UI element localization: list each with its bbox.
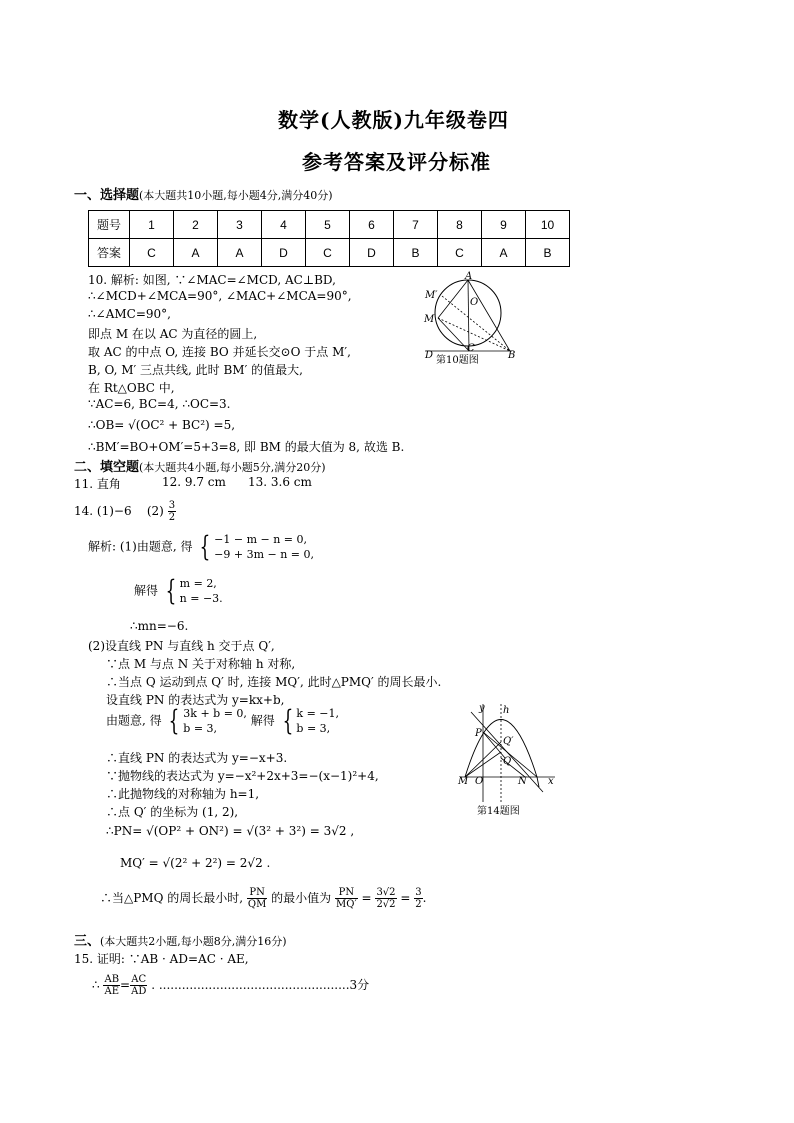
fig10-label: D xyxy=(425,350,434,361)
figure-14 xyxy=(455,702,560,820)
answer-13: 13. 3.6 cm xyxy=(248,475,312,489)
fig14-caption: 第14题图 xyxy=(477,806,520,817)
answer-12: 12. 9.7 cm xyxy=(162,475,226,489)
q15-line2 xyxy=(92,974,369,997)
fig14-label: h xyxy=(503,705,510,716)
table-row-label: 题号 xyxy=(89,211,130,239)
fig14-label: x xyxy=(548,776,554,787)
fig14-label: M xyxy=(458,776,469,787)
score-leader: . ..................................................3分 xyxy=(151,978,370,992)
fig10-label: B xyxy=(508,350,516,361)
table-cell: D xyxy=(262,239,306,267)
fig10-label: M′ xyxy=(425,290,438,301)
sys3-intro: 由题意, 得 xyxy=(106,713,162,728)
section2-header xyxy=(74,456,326,475)
section2-note: (本大题共4小题,每小题5分,满分20分) xyxy=(139,461,326,474)
q10-line: ∴OB= √(OC² + BC²) =5, xyxy=(88,418,236,432)
table-cell: 7 xyxy=(394,211,438,239)
equation: 3k + b = 0, xyxy=(183,707,247,720)
table-row-label: 答案 xyxy=(89,239,130,267)
fraction-den: MQ′ xyxy=(336,899,357,910)
final-line xyxy=(100,887,426,910)
table-cell: 4 xyxy=(262,211,306,239)
fig10-label: O xyxy=(470,297,479,308)
p2-line: (2)设直线 PN 与直线 h 交于点 Q′, xyxy=(88,639,275,653)
p2-line: ∵抛物线的表达式为 y=−x²+2x+3=−(x−1)²+4, xyxy=(106,769,379,783)
section3-heading: 三、 xyxy=(74,934,101,949)
p2-line: 设直线 PN 的表达式为 y=kx+b, xyxy=(106,693,285,707)
fraction-num: AC xyxy=(131,974,147,985)
p2-line: ∴此抛物线的对称轴为 h=1, xyxy=(106,787,260,801)
fraction-den: QM xyxy=(247,899,267,910)
solve-intro-text: 解析: (1)由题意, 得 xyxy=(88,539,193,554)
fraction xyxy=(247,887,267,910)
fig14-label: P xyxy=(475,728,482,739)
p2-line: MQ′ = √(2² + 2²) = 2√2 . xyxy=(120,856,271,870)
fraction-num: PN xyxy=(335,887,358,899)
section1-note: (本大题共10小题,每小题4分,满分40分) xyxy=(139,189,333,202)
fig14-label: y xyxy=(479,703,485,714)
final-mid: 的最小值为 xyxy=(271,891,332,905)
fraction-den: 2 xyxy=(415,899,422,910)
equation: b = 3, xyxy=(296,722,331,735)
fraction-num: 3 xyxy=(168,500,176,511)
fraction xyxy=(375,887,396,910)
equation: k = −1, xyxy=(296,707,340,720)
section2-heading: 二、填空题 xyxy=(74,460,140,475)
answer-14-part2: (2) xyxy=(146,504,164,518)
equals-sign: = xyxy=(120,978,131,992)
fig10-caption: 第10题图 xyxy=(436,355,479,366)
fraction xyxy=(335,887,358,910)
brace-icon: { xyxy=(199,530,211,563)
page-title: 数学(人教版)九年级卷四 xyxy=(278,108,509,132)
q10-line: B, O, M′ 三点共线, 此时 BM′ 的值最大, xyxy=(88,363,303,377)
table-cell: A xyxy=(218,239,262,267)
table-cell: D xyxy=(350,239,394,267)
equation: m = 2, xyxy=(179,577,217,590)
fraction-den: 2 xyxy=(168,512,176,523)
equals-sign: = xyxy=(361,891,372,905)
fig14-label: N xyxy=(518,776,527,787)
equation-system xyxy=(296,706,339,736)
fraction xyxy=(103,974,120,997)
answer-14-part1: 14. (1)−6 xyxy=(74,504,132,518)
solve-result xyxy=(134,576,223,606)
table-cell: A xyxy=(482,239,526,267)
page-subtitle: 参考答案及评分标准 xyxy=(302,150,491,174)
final-prefix: ∴当△PMQ 的周长最小时, xyxy=(100,891,244,905)
q15-line: 15. 证明: ∵AB · AD=AC · AE, xyxy=(74,952,249,966)
fraction-num: 3√2 xyxy=(376,887,396,898)
fraction-num: AB xyxy=(104,974,120,985)
solve-intro xyxy=(88,532,314,562)
p2-line: ∵点 M 与点 N 关于对称轴 h 对称, xyxy=(106,657,296,671)
answer-14 xyxy=(74,500,176,523)
equation-system xyxy=(183,706,247,736)
p2-line: ∴PN= √(OP² + ON²) = √(3² + 3²) = 3√2 , xyxy=(106,824,355,838)
mn-line: ∴mn=−6. xyxy=(130,619,189,633)
equation-system xyxy=(214,532,314,562)
equation: −1 − m − n = 0, xyxy=(214,533,308,546)
final-end: . xyxy=(422,891,427,905)
fig10-label: C xyxy=(467,343,475,354)
equation: b = 3, xyxy=(183,722,218,735)
sys4-label: 解得 xyxy=(250,713,275,728)
equation-system xyxy=(180,576,223,606)
p2-line: ∴当点 Q 运动到点 Q′ 时, 连接 MQ′, 此时△PMQ′ 的周长最小. xyxy=(106,675,442,689)
table-cell: C xyxy=(438,239,482,267)
table-cell: A xyxy=(174,239,218,267)
fraction-den: AD xyxy=(131,986,147,997)
fraction-num: PN xyxy=(247,887,267,899)
equals-sign: = xyxy=(400,891,411,905)
table-cell: B xyxy=(526,239,570,267)
table-cell: 2 xyxy=(174,211,218,239)
q10-line: 取 AC 的中点 O, 连接 BO 并延长交⊙O 于点 M′, xyxy=(88,345,351,359)
q10-line: 在 Rt△OBC 中, xyxy=(88,381,175,395)
equation: −9 + 3m − n = 0, xyxy=(214,548,315,561)
fraction-den: AE xyxy=(104,986,120,997)
fig14-label: O xyxy=(475,776,484,787)
fig14-label: Q′ xyxy=(503,736,514,747)
fig10-label: M xyxy=(424,314,435,325)
q10-line: ∴∠AMC=90°, xyxy=(88,307,171,321)
fraction xyxy=(130,974,147,997)
table-row xyxy=(89,211,570,239)
brace-icon: { xyxy=(282,704,293,737)
table-cell: B xyxy=(394,239,438,267)
fraction-den: 2√2 xyxy=(376,899,396,910)
answer-11: 11. 直角 xyxy=(74,477,121,491)
p2-line: ∴点 Q′ 的坐标为 (1, 2), xyxy=(106,805,239,819)
q10-line: ∴BM′=BO+OM′=5+3=8, 即 BM 的最大值为 8, 故选 B. xyxy=(88,440,405,454)
fraction xyxy=(168,500,176,523)
figure-10 xyxy=(420,270,530,370)
fraction xyxy=(414,887,422,910)
table-cell: C xyxy=(306,239,350,267)
equation: n = −3. xyxy=(179,592,223,605)
brace-icon: { xyxy=(165,574,177,607)
table-row xyxy=(89,239,570,267)
p2-line: ∴直线 PN 的表达式为 y=−x+3. xyxy=(106,751,288,765)
section3-note: (本大题共2小题,每小题8分,满分16分) xyxy=(100,935,287,948)
solve-label: 解得 xyxy=(134,583,159,598)
table-cell: 8 xyxy=(438,211,482,239)
fraction-num: 3 xyxy=(415,887,422,898)
brace-icon: { xyxy=(169,704,180,737)
q10-line: 10. 解析: 如图, ∵∠MAC=∠MCD, AC⊥BD, xyxy=(88,273,336,287)
q10-line: ∴∠MCD+∠MCA=90°, ∠MAC+∠MCA=90°, xyxy=(88,289,352,303)
section3-header xyxy=(74,930,287,949)
table-cell: 3 xyxy=(218,211,262,239)
table-cell: 6 xyxy=(350,211,394,239)
q10-line: 即点 M 在以 AC 为直径的圆上, xyxy=(88,327,258,341)
table-cell: C xyxy=(130,239,174,267)
section1-header xyxy=(74,184,333,203)
fig10-label: A xyxy=(465,271,473,282)
table-cell: 1 xyxy=(130,211,174,239)
table-cell: 10 xyxy=(526,211,570,239)
q10-line: ∵AC=6, BC=4, ∴OC=3. xyxy=(88,397,231,411)
table-cell: 5 xyxy=(306,211,350,239)
table-cell: 9 xyxy=(482,211,526,239)
therefore-sign: ∴ xyxy=(92,978,100,992)
fig14-label: Q xyxy=(503,756,512,767)
answer-table xyxy=(88,210,570,267)
section1-heading: 一、选择题 xyxy=(74,188,140,203)
sys3-line xyxy=(106,706,339,736)
